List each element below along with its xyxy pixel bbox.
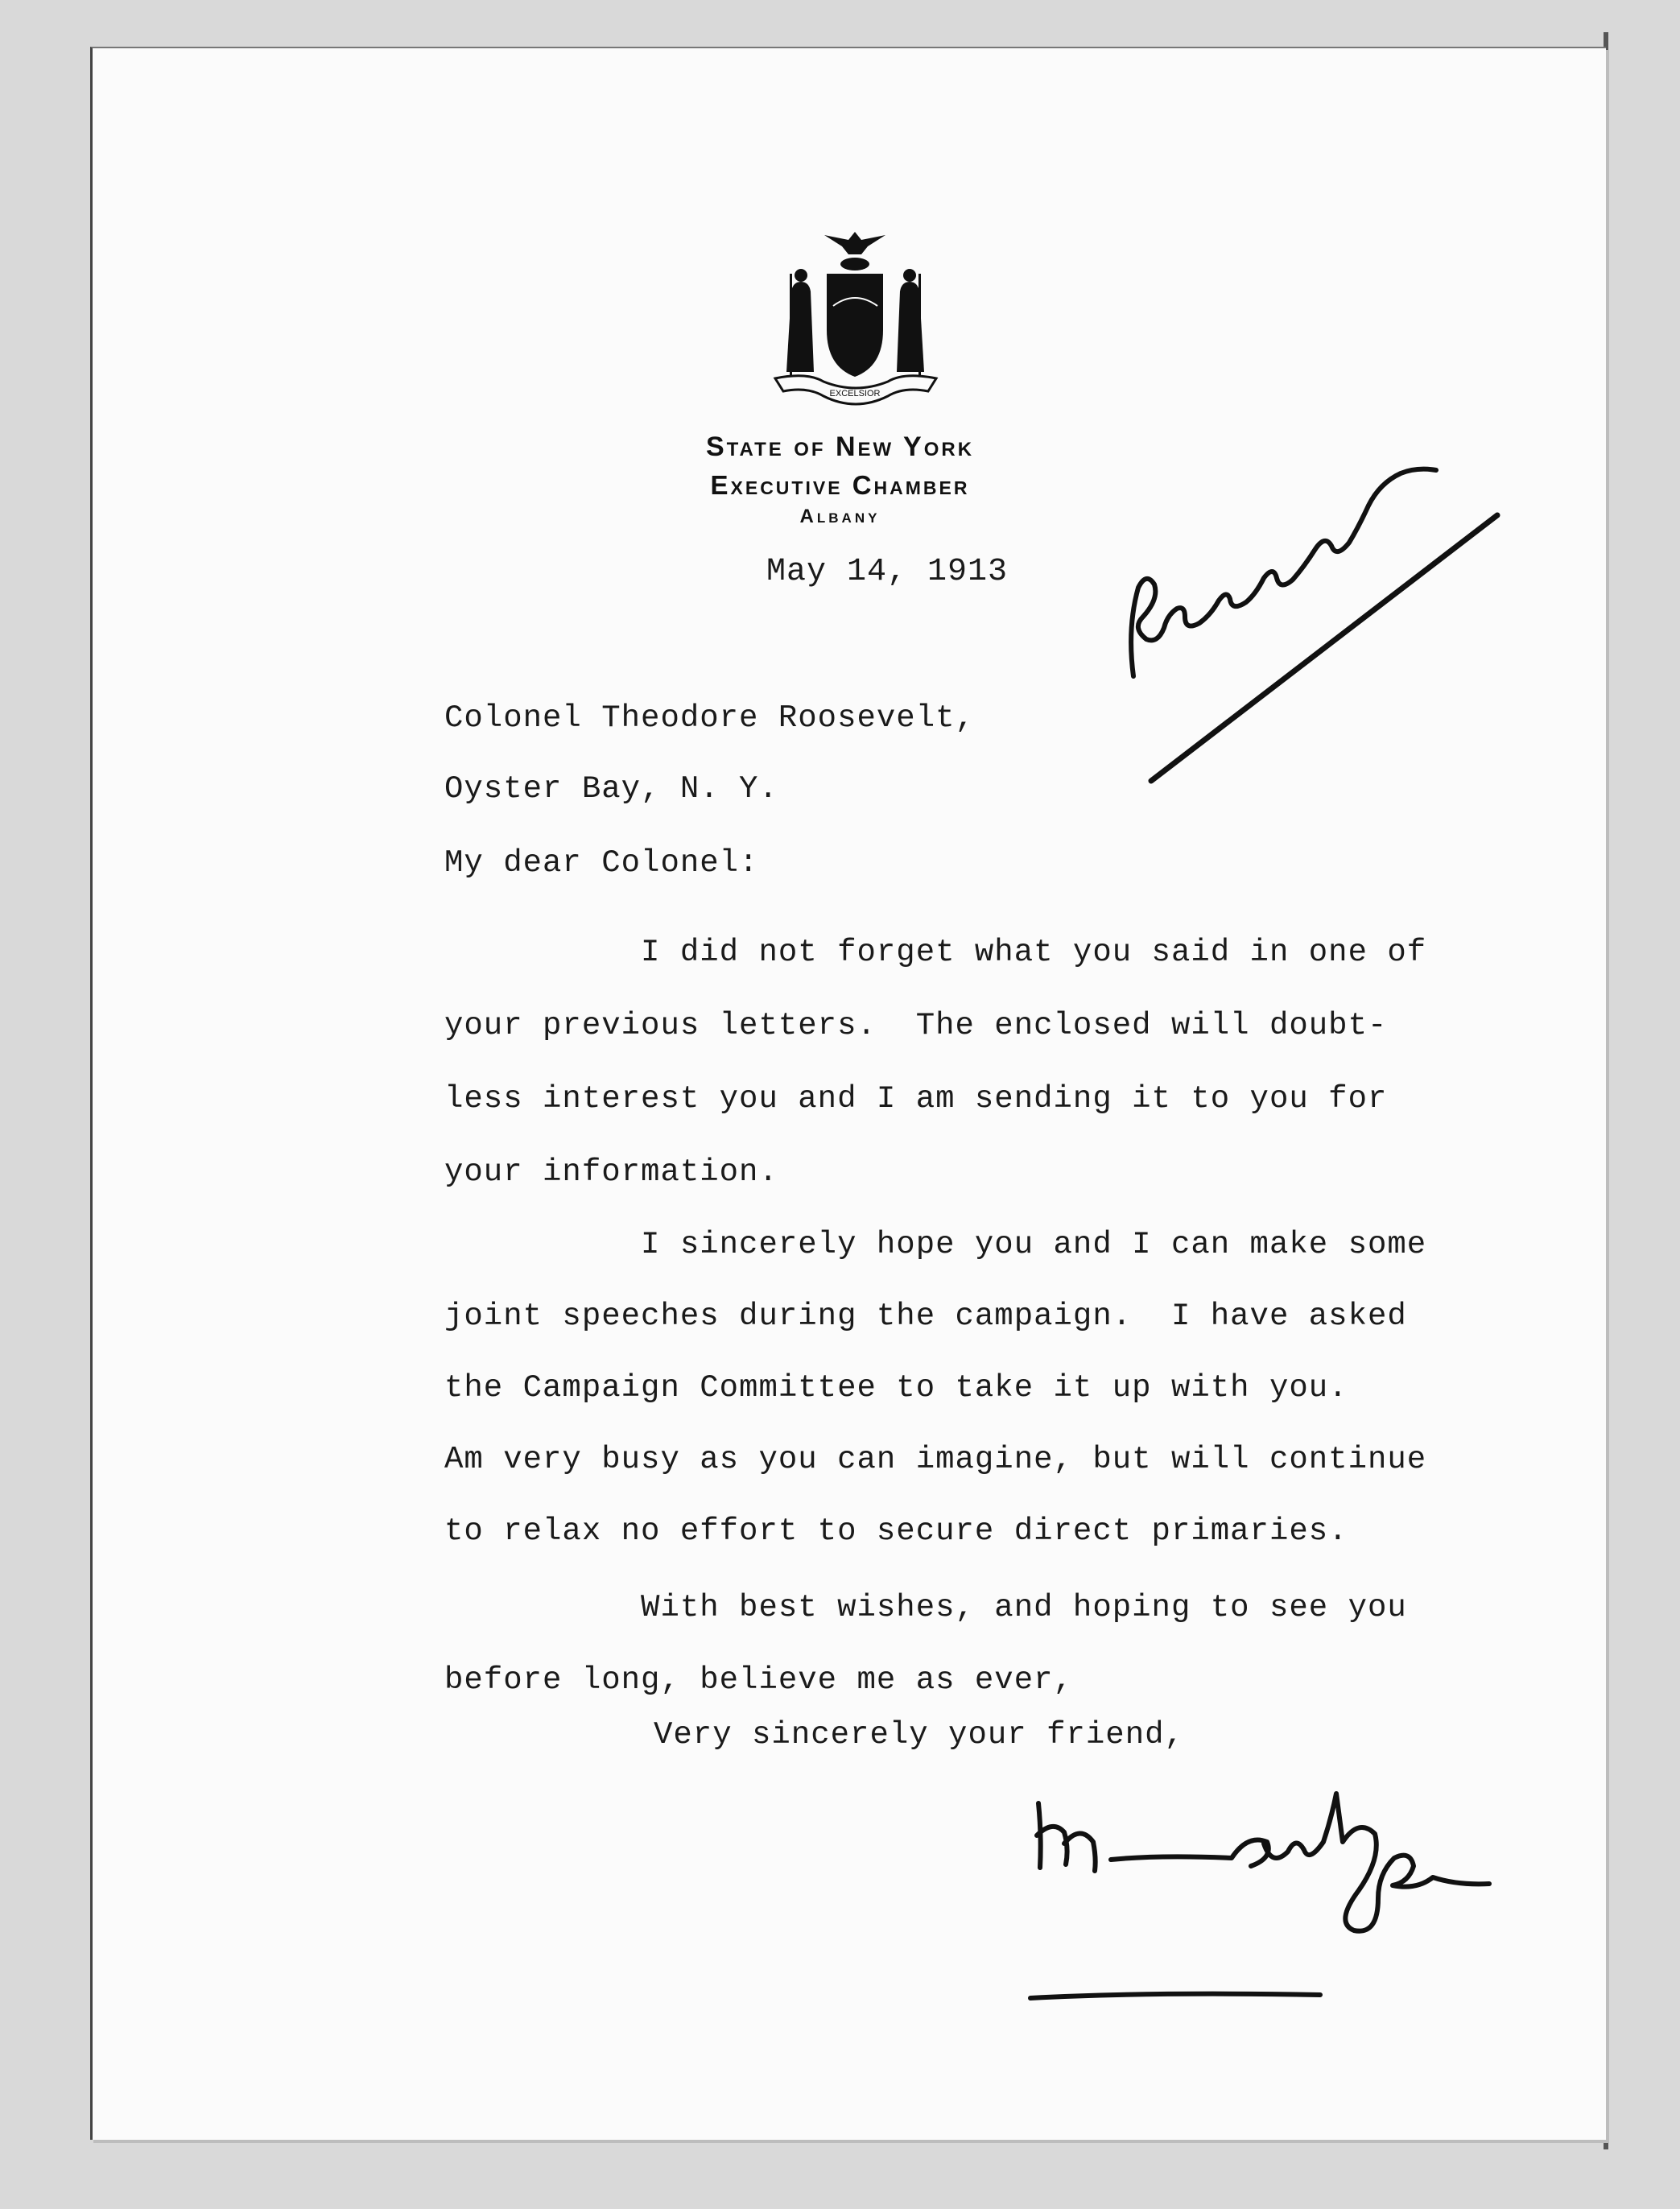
recipient-name: Colonel Theodore Roosevelt, bbox=[444, 700, 975, 736]
letterhead-office: Executive Chamber bbox=[710, 470, 970, 500]
state-seal-icon bbox=[769, 225, 942, 407]
letterhead-state: State of New York bbox=[705, 431, 975, 462]
seal-motto: EXCELSIOR bbox=[829, 389, 881, 398]
handwritten-signature bbox=[1022, 1779, 1538, 2021]
letterhead-city: Albany bbox=[799, 506, 881, 527]
letter-date: May 14, 1913 bbox=[766, 554, 1009, 590]
body-paragraph: With best wishes, and hoping to see you before long, believe me as ever, bbox=[444, 1590, 1407, 1698]
salutation: My dear Colonel: bbox=[444, 845, 759, 881]
body-paragraph: I sincerely hope you and I can make some joint speeches during the campaign. I have asked the Campaign Committee to take it up with you. Am very busy as you can imagine, but will continue to relax no effort to secure direct primaries. bbox=[444, 1227, 1427, 1549]
recipient-address: Oyster Bay, N. Y. bbox=[444, 771, 778, 807]
body-paragraph: I did not forget what you said in one of your previous letters. The enclosed will doubt- less interest you and I am sending it to you for your information. bbox=[444, 935, 1427, 1190]
handwritten-personal-annotation bbox=[1119, 386, 1538, 805]
complimentary-close: Very sincerely your friend, bbox=[654, 1717, 1184, 1753]
